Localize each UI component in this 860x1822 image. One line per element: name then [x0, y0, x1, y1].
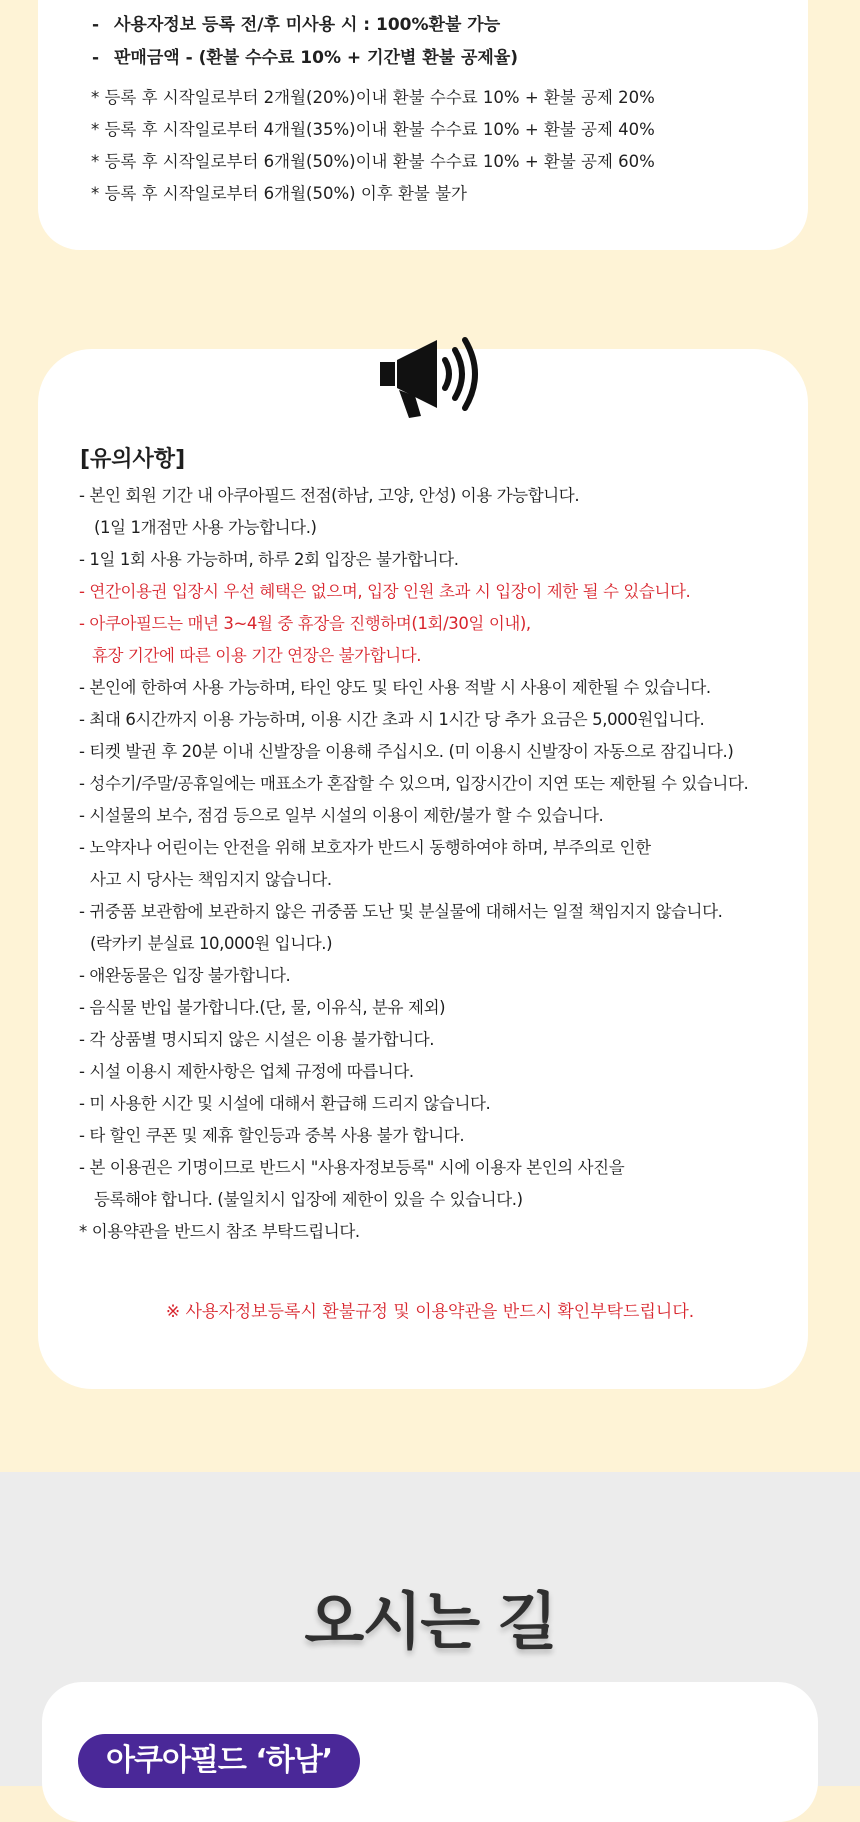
directions-title: 오시는 길: [304, 1585, 556, 1658]
notice-line: - 음식물 반입 불가합니다.(단, 물, 이유식, 분유 제외): [79, 998, 446, 1017]
refund-sub-item: * 등록 후 시작일로부터 6개월(50%)이내 환불 수수료 10% + 환불 공제 60%: [91, 152, 655, 171]
notice-line: - 귀중품 보관함에 보관하지 않은 귀중품 도난 및 분실물에 대해서는 일절 책임지지 않습니다.: [79, 902, 723, 921]
notice-line: - 티켓 발권 후 20분 이내 신발장을 이용해 주십시오. (미 이용시 신발장이 자동으로 잠깁니다.): [79, 742, 734, 761]
notice-footnote: ※ 사용자정보등록시 환불규정 및 이용약관을 반드시 확인부탁드립니다.: [165, 1302, 695, 1322]
notice-line: - 시설 이용시 제한사항은 업체 규정에 따릅니다.: [79, 1062, 414, 1081]
refund-main-item: - 판매금액 - (환불 수수료 10% + 기간별 환불 공제율): [92, 48, 519, 68]
notice-line: 휴장 기간에 따른 이용 기간 연장은 불가합니다.: [92, 646, 422, 665]
refund-sub-item: * 등록 후 시작일로부터 2개월(20%)이내 환불 수수료 10% + 환불 공제 20%: [91, 88, 655, 107]
notice-line: - 본 이용권은 기명이므로 반드시 "사용자정보등록" 시에 이용자 본인의 사진을: [79, 1158, 625, 1177]
notice-line: - 1일 1회 사용 가능하며, 하루 2회 입장은 불가합니다.: [79, 550, 459, 569]
megaphone-icon: [375, 330, 480, 420]
notice-line: * 이용약관을 반드시 참조 부탁드립니다.: [79, 1222, 360, 1241]
notice-line: (락카키 분실료 10,000원 입니다.): [90, 934, 333, 953]
notice-line: - 최대 6시간까지 이용 가능하며, 이용 시간 초과 시 1시간 당 추가 요금은 5,000원입니다.: [79, 710, 705, 729]
notice-line: - 아쿠아필드는 매년 3~4월 중 휴장을 진행하며(1회/30일 이내),: [79, 614, 531, 633]
refund-sub-item: * 등록 후 시작일로부터 6개월(50%) 이후 환불 불가: [91, 184, 467, 203]
notice-line: (1일 1개점만 사용 가능합니다.): [94, 518, 317, 537]
notice-line: - 각 상품별 명시되지 않은 시설은 이용 불가합니다.: [79, 1030, 435, 1049]
refund-main-item: - 사용자정보 등록 전/후 미사용 시 : 100%환불 가능: [92, 15, 501, 35]
notice-line: - 타 할인 쿠폰 및 제휴 할인등과 중복 사용 불가 합니다.: [79, 1126, 465, 1145]
notice-line: - 본인에 한하여 사용 가능하며, 타인 양도 및 타인 사용 적발 시 사용이 제한될 수 있습니다.: [79, 678, 711, 697]
notice-line: - 성수기/주말/공휴일에는 매표소가 혼잡할 수 있으며, 입장시간이 지연 또는 제한될 수 있습니다.: [79, 774, 749, 793]
notice-line: - 연간이용권 입장시 우선 혜택은 없으며, 입장 인원 초과 시 입장이 제한 될 수 있습니다.: [79, 582, 691, 601]
notice-line: 등록해야 합니다. (불일치시 입장에 제한이 있을 수 있습니다.): [94, 1190, 523, 1209]
notice-line: - 시설물의 보수, 점검 등으로 일부 시설의 이용이 제한/불가 할 수 있습니다.: [79, 806, 604, 825]
notice-line: 사고 시 당사는 책임지지 않습니다.: [90, 870, 332, 889]
notice-line: - 본인 회원 기간 내 아쿠아필드 전점(하남, 고양, 안성) 이용 가능합니다.: [79, 486, 580, 505]
notice-title: [유의사항]: [80, 447, 186, 472]
notice-line: - 애완동물은 입장 불가합니다.: [79, 966, 291, 985]
refund-sub-item: * 등록 후 시작일로부터 4개월(35%)이내 환불 수수료 10% + 환불 공제 40%: [91, 120, 655, 139]
notice-line: - 미 사용한 시간 및 시설에 대해서 환급해 드리지 않습니다.: [79, 1094, 491, 1113]
notice-line: - 노약자나 어린이는 안전을 위해 보호자가 반드시 동행하여야 하며, 부주의로 인한: [79, 838, 651, 857]
location-label-hanam: 아쿠아필드 ‘하남’: [78, 1734, 360, 1788]
